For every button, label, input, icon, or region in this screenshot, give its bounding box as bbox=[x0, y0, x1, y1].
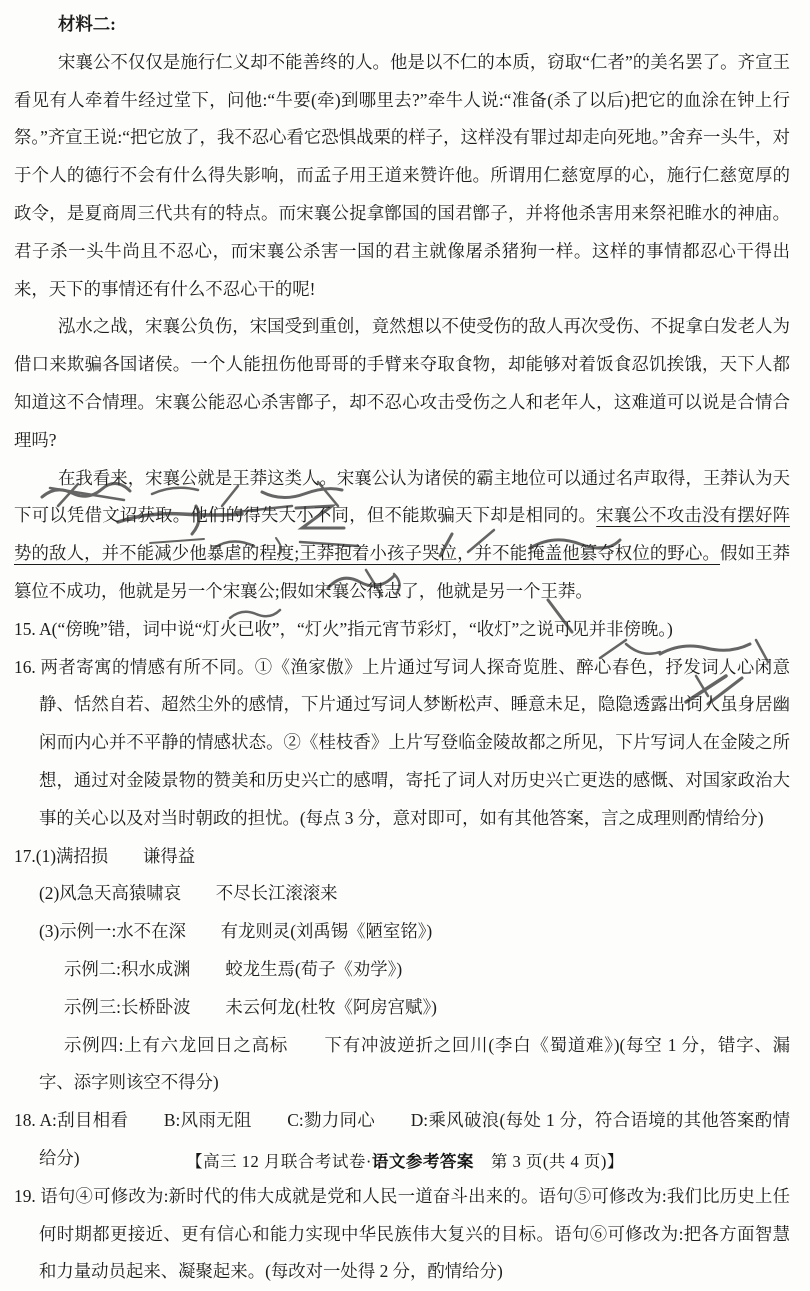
page-footer bbox=[0, 1149, 810, 1175]
answer-item-17-line-5: 示例三:长桥卧波 未云何龙(杜牧《阿房宫赋》) bbox=[64, 996, 437, 1017]
answer-item-18: 18. A:刮目相看 B:风雨无阻 C:勠力同心 D:乘风破浪(每处 1 分，符合语境的其他答案酌情给分) bbox=[14, 1110, 790, 1168]
material-two-heading: 材料二: bbox=[58, 14, 116, 34]
footer-exam-name: 【高三 12 月联合考试卷· bbox=[186, 1152, 372, 1171]
paragraph-3-lead: 在我看来，宋襄公就是王莽这类人。宋襄公认为诸侯的霸主地位可以通过名声取得，王莽认为天下可以凭借文诏获取。他们的得失大小不同，但不能欺骗天下却是相同的。 bbox=[14, 467, 790, 526]
answers-section bbox=[14, 611, 790, 1291]
answer-item-17-line-4: 示例二:积水成渊 蛟龙生焉(荀子《劝学》) bbox=[64, 958, 403, 979]
material-paragraph-3 bbox=[14, 460, 790, 611]
paragraph-3-tail: 假如王莽篡位不成功，他就是另一个宋襄公;假如宋襄公得志了，他就是另一个王莽。 bbox=[14, 543, 790, 601]
answer-item-17-line-1: 17.(1)满招损 谦得益 bbox=[14, 845, 196, 866]
answer-item-17-line-3: (3)示例一:水不在深 有龙则灵(刘禹锡《陋室铭》) bbox=[39, 921, 433, 942]
answer-item-17-line-2: (2)风急天高猿啸哀 不尽长江滚滚来 bbox=[39, 883, 338, 904]
answer-item-17-line-6: 示例四:上有六龙回日之高标 下有冲波逆折之回川(李白《蜀道难》)(每空 1 分，错字、漏字、添字则该空不得分) bbox=[39, 1034, 790, 1093]
material-two-section bbox=[14, 6, 790, 611]
footer-page-number: 第 3 页(共 4 页)】 bbox=[473, 1152, 624, 1171]
material-paragraph-2: 泓水之战，宋襄公负伤，宋国受到重创，竟然想以不使受伤的敌人再次受伤、不捉拿白发老人为借口来欺骗各国诸侯。一个人能扭伤他哥哥的手臂来夺取食物，却能够对着饭食忍饥挨饿，天下人都知道这不合情理。宋襄公能忍心杀害鄫子，却不忍心攻击受伤之人和老年人，这难道可以说是合情合理吗? bbox=[14, 316, 790, 450]
answer-item-16: 16. 两者寄寓的情感有所不同。①《渔家傲》上片通过写词人探奇览胜、醉心春色，抒发词人心闲意静、恬然自若、超然尘外的感情，下片通过写词人梦断松声、睡意未足，隐隐透露出词人虽身居幽闲而内心并不平静的情感状态。②《桂枝香》上片写登临金陵故都之所见，下片写词人在金陵之所想，通过对金陵景物的赞美和历史兴亡的感喟，寄托了词人对历史兴亡更迭的感慨、对国家政治大事的关心以及对当时朝政的担忧。(每点 3 分，意对即可，如有其他答案，言之成理则酌情给分) bbox=[14, 656, 790, 828]
answer-item-15: 15. A(“傍晚”错，词中说“灯火已收”，“灯火”指元宵节彩灯，“收灯”之说可见并非傍晚。) bbox=[14, 618, 673, 639]
material-paragraph-1: 宋襄公不仅仅是施行仁义却不能善终的人。他是以不仁的本质，窃取“仁者”的美名罢了。齐宣王看见有人牵着牛经过堂下，问他:“牛要(牵)到哪里去?”牵牛人说:“准备(杀了以后)把它的血涂在钟上行祭。”齐宣王说:“把它放了，我不忍心看它恐惧战栗的样子，这样没有罪过却走向死地。”舍弃一头牛，对于个人的德行不会有什么得失影响，而孟子用王道来赞许他。所谓用仁慈宽厚的心，施行仁慈宽厚的政令，是夏商周三代共有的特点。而宋襄公捉拿鄫国的国君鄫子，并将他杀害用来祭祀睢水的神庙。君子杀一头牛尚且不忍心，而宋襄公杀害一国的君主就像屠杀猪狗一样。这样的事情都忍心干得出来，天下的事情还有什么不忍心干的呢! bbox=[14, 51, 790, 299]
footer-subject-title: 语文参考答案 bbox=[371, 1152, 474, 1171]
underlined-key-sentence: 宋襄公不攻击没有摆好阵势的敌人，并不能减少他暴虐的程度;王莽抱着小孩子哭泣，并不能掩盖他篡夺权位的野心。 bbox=[14, 505, 790, 564]
answer-item-19: 19. 语句④可修改为:新时代的伟大成就是党和人民一道奋斗出来的。语句⑤可修改为:我们比历史上任何时期都更接近、更有信心和能力实现中华民族伟大复兴的目标。语句⑥可修改为:把各方面智慧和力量动员起来、凝聚起来。(每改对一处得 2 分，酌情给分) bbox=[14, 1185, 790, 1282]
